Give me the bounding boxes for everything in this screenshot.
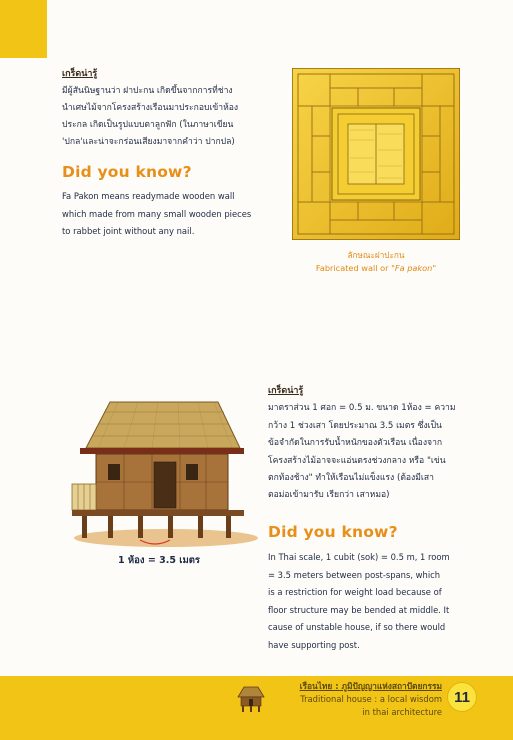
wall-caption xyxy=(292,249,460,275)
bottom-tip-line: ตอม่อเข้ามารับ เรียกว่า เสาหมอ) xyxy=(268,490,390,501)
top-tip-line: มีผู้สันนิษฐานว่า ฝาปะกน เกิดขึ้นจากการที่ช่าง xyxy=(62,86,233,96)
top-tip-line: ประกล เกิดเป็นรูปแบบตาลูกฟัก (ในภาษาเขียน xyxy=(62,120,234,130)
corner-tab-decoration xyxy=(0,0,47,58)
did-you-know-heading-1: Did you know? xyxy=(62,163,192,181)
wall-caption-english: Fabricated wall or "Fa pakon" xyxy=(315,263,437,273)
wall-caption-english-italic: "Fa pakon" xyxy=(391,263,437,273)
footer-english-line-2: in thai architecture xyxy=(362,707,442,717)
dyk2-line: cause of unstable house, if so there would xyxy=(268,622,446,633)
wall-caption-thai: ลักษณะฝาปะกน xyxy=(347,250,405,260)
fa-pakon-wall-illustration xyxy=(292,68,460,240)
page-number-badge: 11 xyxy=(447,682,477,712)
dyk2-line: floor structure may be bended at middle. It xyxy=(268,604,450,615)
dyk2-line: = 3.5 meters between post-spans, which xyxy=(268,569,441,580)
did-you-know-text-1 xyxy=(62,188,272,241)
bottom-tip-line: กว้าง 1 ช่วงเสา โดยประมาณ 3.5 เมตร ซึ่งเป็น xyxy=(268,420,442,431)
dyk2-line: have supporting post. xyxy=(268,639,360,650)
dyk1-line: to rabbet joint without any nail. xyxy=(62,226,195,237)
bottom-tip-line: โครงสร้างไม้อาจจะแอ่นตรงช่วงกลาง หรือ "เข่น xyxy=(268,455,446,466)
bottom-tip-title: เกร็ดน่ารู้ xyxy=(268,386,304,396)
footer-english-line-1: Traditional house : a local wisdom xyxy=(300,694,442,704)
bottom-tip-line: ตกท้องช้าง" ทำให้เรือนไม่แข็งแรง (ต้องมีเสา xyxy=(268,473,434,484)
bottom-tip-line: มาตราส่วน 1 ศอก = 0.5 ม. ขนาด 1ห้อง = ความ xyxy=(268,403,456,414)
did-you-know-text-2 xyxy=(268,549,490,655)
top-tip-title: เกร็ดน่ารู้ xyxy=(62,69,98,79)
thai-house-illustration xyxy=(68,398,258,550)
top-tip-line: นำเศษไม้จากโครงสร้างเรือนมาประกอบเข้าห้อง xyxy=(62,103,239,113)
dyk1-line: which made from many small wooden pieces xyxy=(62,208,252,219)
footer-text xyxy=(276,680,442,719)
dyk1-line: Fa Pakon means readymade wooden wall xyxy=(62,191,235,201)
dyk2-line: In Thai scale, 1 cubit (sok) = 0.5 m, 1 room xyxy=(268,552,450,562)
room-span-caption: 1 ห้อง = 3.5 เมตร xyxy=(118,555,201,566)
bottom-tip xyxy=(268,383,490,505)
footer-thai-title: เรือนไทย : ภูมิปัญญาแห่งสถาปัตยกรรม xyxy=(299,681,442,691)
bottom-tip-line: ข้อจำกัดในการรับน้ำหนักของตัวเรือน เนื่องจาก xyxy=(268,438,443,449)
dyk2-line: is a restriction for weight load because of xyxy=(268,587,442,598)
top-tip xyxy=(62,66,272,151)
top-tip-line: 'ปกล'และน่าจะกร่อนเสียงมาจากคำว่า ปากปล) xyxy=(62,137,235,147)
small-house-icon xyxy=(236,684,266,714)
did-you-know-heading-2: Did you know? xyxy=(268,523,398,541)
